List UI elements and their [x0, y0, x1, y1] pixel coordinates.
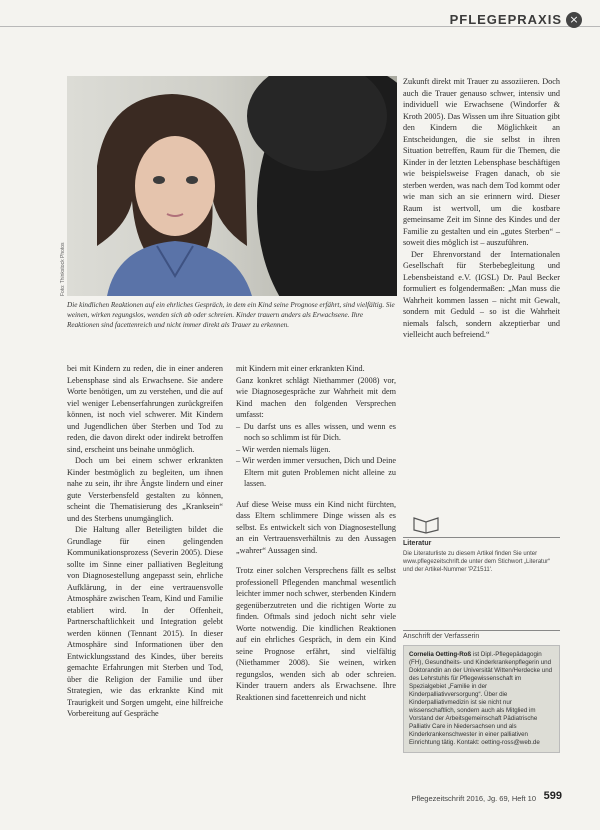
column-left [67, 363, 223, 720]
author-label: Anschrift der Verfasserin [403, 630, 560, 640]
promise-list [236, 421, 396, 490]
paragraph: Die Haltung aller Beteiligten bildet die Grundlage für einen gelingenden Kommunikationsprozess (Severin 2005). Diese sollte im Sinne einer palliativen Begleitung von Diagnosestellung angepasst sein, ehrliche Aufklärung, in der eine vertrauensvolle Atmosphäre zwischen Team, Kind und Familie etabliert wird. In der Offenheit, Partnerschaftlichkeit und Integration gelebt werden können (Tennant 2015). In dieser Atmosphäre sind Informationen über den Entwicklungsstand des Kindes, über bereits gemachte Erfahrungen mit Sterben und Tod, über die Religion der Familie und über Strategien, wie das erkrankte Kind mit Traurigkeit und Sorgen umgeht, eine hilfreiche Vorbereitung auf Gespräche [67, 525, 223, 718]
column-middle [236, 363, 396, 703]
photo-credit: Foto: Thinkstock Photos [60, 242, 66, 296]
section-title: PFLEGEPRAXIS [449, 12, 562, 27]
close-icon[interactable]: × [566, 12, 582, 28]
author-email[interactable]: oetting-ross@web.de [481, 739, 540, 746]
paragraph: Trotz einer solchen Versprechens fällt es selbst professionell Pflegenden manchmal wesentlich leichter immer noch schwer, sterbenden Kindern gegenüberzutreten und die richtigen Worte zu finden. Oftmals sind jedoch nicht sehr viele Worte notwendig. Die kindlichen Reaktionen auf ein ehrliches Gespräch, in dem ein Kind seine Prognose erfährt, sind vielfältig (Niethammer 2008). Sie weinen, wirken regungslos, wenden sich ab oder schreien. Kinder trauern anders als Erwachsene. Ihre Reaktionen sind facettenreich und nicht [236, 566, 396, 702]
author-box [403, 630, 560, 753]
list-item: – Wir werden niemals lügen. [236, 444, 331, 454]
photo-caption: Die kindlichen Reaktionen auf ein ehrliches Gespräch, in dem ein Kind seine Prognose erfährt, sind vielfältig. Sie weinen, wirken regungslos, wenden sich ab oder schreien. Kinder trauern anders als Erwachsene. Ihre Reaktionen sind facettenreich und nicht immer direkt als Trauer zu erkennen. [67, 301, 395, 329]
article-photo [67, 76, 397, 296]
column-top-right [403, 76, 560, 341]
list-item: – Wir werden immer versuchen, Dich und Deine Eltern mit guten Problemen nicht alleine zu lassen. [236, 456, 396, 488]
journal-footer: Pflegezeitschrift 2016, Jg. 69, Heft 10 [411, 794, 536, 803]
list-item: – Du darfst uns es alles wissen, und wenn es noch so schlimm ist für Dich. [236, 421, 396, 442]
literature-title: Literatur [403, 537, 560, 547]
page-number: 599 [543, 790, 562, 802]
author-bio: ist Dipl.-Pflegepädagogin (FH), Gesundheits- und Kinderkrankenpflegerin und Doktorandin an der Universität Witten/Herdecke und des Lehrstuhls für Pflegewissenschaft im Spezialgebiet „Familie in der Kinderpalliativversorgung“. Über die Kinderpalliativmedizin ist sie nicht nur wissenschaftlich, sondern auch als Mitglied im Vorstand der Arbeitsgemeinschaft Pädiatrische Palliativ Care in Niedersachsen und als Kinderkrankenschwester in einer palliativen Einrichtung tätig. Kontakt: [409, 651, 553, 746]
paragraph: mit Kindern mit einer erkrankten Kind. [236, 364, 365, 373]
paragraph: Auf diese Weise muss ein Kind nicht fürchten, dass Eltern schlimmere Dinge wissen als es selbst. Es entwickelt sich von Diagnosestellung an ein Vertrauensverhältnis zu den Aussagen „wahrer“ Aussagen sind. [236, 499, 396, 555]
photo-illustration [67, 76, 397, 296]
paragraph: Der Ehrenvorstand der Internationalen Gesellschaft für Sterbebegleitung und Lebensbeistand e.V. (IGSL) Dr. Paul Becker formuliert es folgendermaßen: „Man muss die Wahrheit kommen lassen – nicht mit Gewalt, sondern mit Geduld – so ist die Wahrheit niemals falsch, sondern akzeptierbar und vielleicht auch befreiend.“ [403, 249, 560, 339]
paragraph: Doch um bei einem schwer erkrankten Kinder bestmöglich zu begleiten, um ihnen nahe zu sein, ihr ihre Ängste lindern und einer gute Versterbensfeld gestalten zu können, scheint die Thematisierung des „Kranksein“ und des Sterbens unumgänglich. [67, 456, 223, 523]
author-panel [403, 645, 560, 753]
paragraph: Ganz konkret schlägt Niethammer (2008) vor, wie Diagnosegespräche zur Wahrheit mit dem Kind machen den folgenden Versprechen umfasst: [236, 375, 396, 419]
book-icon [412, 510, 440, 534]
paragraph: bei mit Kindern zu reden, die in einer anderen Lebensphase sind als Erwachsene. Sie andere Worte benötigen, um zu verstehen, und die auf viel weniger Lebenserfahrungen zurückgreifen können, ist noch viel schwerer. Mit Kindern und Jugendlichen über Sterben und Tod zu reden, die davon direkt oder indirekt betroffen sind, erscheint uns beinahe unmöglich. [67, 364, 223, 454]
paragraph: Zukunft direkt mit Trauer zu assoziieren. Doch auch die Trauer genauso schwer, intensiv und individuell wie Erwachsene (Windorfer & Kroth 2005). Das Wissen um ihre Situation gibt den Kindern die Möglichkeit an Entscheidungen, die sie selbst in ihren Situation betreffen, Raum für die Themen, die Kinder in der letzten Lebensphase beschäftigen wie beispielsweise Fragen danach, ob sie sterben werden, was nach dem Tod kommt oder wie man sich an sie erinnern wird. Dieser Raum ist wertvoll, um die kostbare gemeinsame Zeit im Sinne des Kindes und der Familie zu gestalten und ein „gutes Sterben“ – soweit dies möglich ist – auszuführen. [403, 77, 560, 247]
author-name: Cornelia Oetting-Roß [409, 651, 472, 658]
literature-text: Die Literaturliste zu diesem Artikel finden Sie unter www.pflegezeitschrift.de unter dem Stichwort „Literatur“ und der Artikel-Nummer 'PZ1511'. [403, 551, 551, 573]
literature-box [403, 537, 560, 574]
